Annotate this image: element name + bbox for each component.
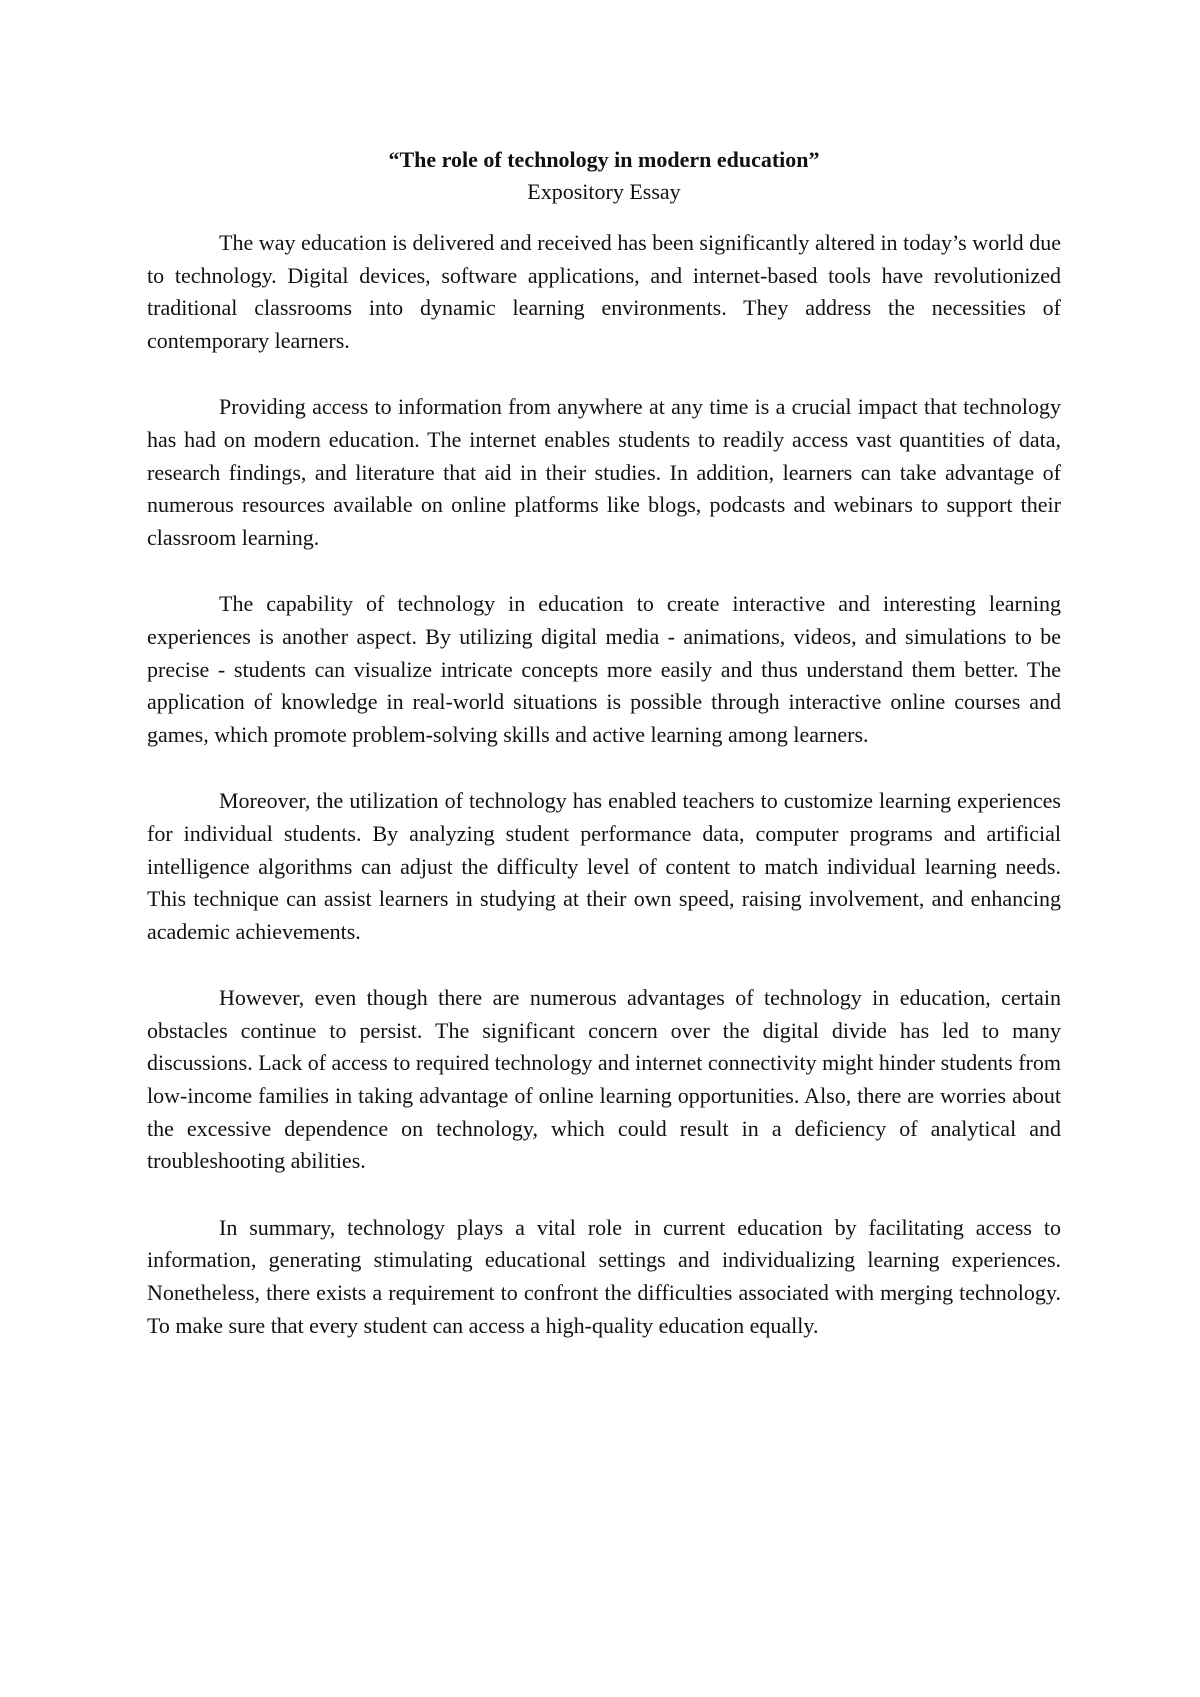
- paragraph-conclusion: In summary, technology plays a vital role in current education by facilitating access to information, generating stimulating educational settings and individualizing learning experiences. Nonetheless, there exists a requirement to confront the difficulties associated with merging technology. To make sure that every student can access a high-quality education equally.: [147, 1214, 1061, 1338]
- essay-subtitle: Expository Essay: [527, 179, 681, 204]
- paragraph-introduction: The way education is delivered and received has been significantly altered in today’s world due to technology. Digital devices, software applications, and internet-based tools have revolutionized traditional classrooms into dynamic learning environments. They address the necessities of contemporary learners.: [147, 230, 1061, 353]
- paragraph-personalized-learning: Moreover, the utilization of technology has enabled teachers to customize learning experiences for individual students. By analyzing student performance data, computer programs and artificial intelligence algorithms can adjust the difficulty level of content to match individual learning needs. This technique can assist learners in studying at their own speed, raising involvement, and enhancing academic achievements.: [147, 788, 1061, 944]
- essay-title: “The role of technology in modern education”: [388, 147, 820, 172]
- essay-body: [147, 145, 1061, 1376]
- paragraph-interactive-learning: The capability of technology in education to create interactive and interesting learning experiences is another aspect. By utilizing digital media - animations, videos, and simulations to be precise - students can visualize intricate concepts more easily and thus understand them better. The application of knowledge in real-world situations is possible through interactive online courses and games, which promote problem-solving skills and active learning among learners.: [147, 591, 1061, 747]
- paragraph-challenges: However, even though there are numerous advantages of technology in education, certain obstacles continue to persist. The significant concern over the digital divide has led to many discussions. Lack of access to required technology and internet connectivity might hinder students from low-income families in taking advantage of online learning opportunities. Also, there are worries about the excessive dependence on technology, which could result in a deficiency of analytical and troubleshooting abilities.: [147, 985, 1061, 1174]
- paragraph-access-to-information: Providing access to information from anywhere at any time is a crucial impact that technology has had on modern education. The internet enables students to readily access vast quantities of data, research findings, and literature that aid in their studies. In addition, learners can take advantage of numerous resources available on online platforms like blogs, podcasts and webinars to support their classroom learning.: [147, 394, 1061, 550]
